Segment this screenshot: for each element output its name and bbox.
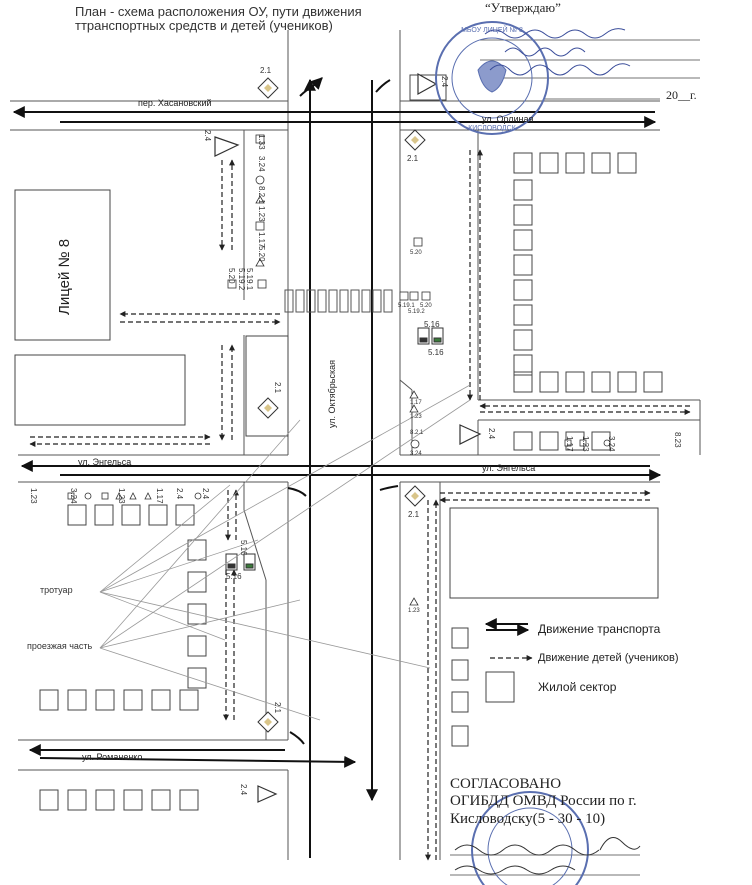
sign-caption: 3.24	[69, 488, 78, 504]
approval-handwriting	[485, 29, 630, 75]
sign-caption: 8.2.1	[257, 186, 266, 204]
sign-caption: 2.4	[175, 488, 184, 500]
agreement-line-2: ОГИБДД ОМВД России по г.	[450, 793, 637, 809]
sign-caption: 5.19.2	[408, 309, 425, 315]
sign-caption: 2.4	[440, 76, 449, 88]
sign-caption: 1.23	[581, 436, 590, 452]
sign-caption: 5.19.2	[237, 268, 246, 291]
street-engelsa-right: ул. Энгельса	[482, 463, 536, 473]
sign-caption: 1.17	[155, 488, 164, 504]
sign-caption: 2.4	[239, 784, 248, 796]
street-engelsa-left: ул. Энгельса	[78, 457, 132, 467]
sign-caption: 5.20	[257, 246, 266, 262]
sign-caption: 2.1	[407, 154, 419, 163]
sign-caption: 3.24	[257, 156, 266, 172]
legend-children: Движение детей (учеников)	[538, 652, 679, 664]
sign-caption: 1.17	[410, 400, 422, 406]
sign-caption: 1.23	[410, 414, 422, 420]
legend-housing: Жилой сектор	[538, 680, 617, 694]
street-oktyabrskaya: ул. Октябрьская	[327, 360, 337, 428]
sign-caption: 3.24	[410, 451, 422, 457]
legend-housing-square	[486, 672, 514, 702]
sign-caption: 5.16	[424, 320, 440, 329]
approval-year: 20__г.	[666, 88, 697, 102]
sign-caption: 5.20	[227, 268, 236, 284]
legend-transport: Движение транспорта	[538, 622, 661, 636]
legend-transport-arrows	[486, 624, 528, 630]
sign-caption: 5.16	[428, 348, 444, 357]
sign-caption: 2.1	[260, 66, 272, 75]
sign-caption: 1.17	[565, 436, 574, 452]
street-khasanovsky: пер. Хасановский	[138, 98, 212, 108]
sign-caption: 8.23	[673, 432, 682, 448]
agreement-handwriting	[455, 838, 640, 875]
street-orlinaya: ул. Орлиная	[482, 114, 534, 124]
sign-caption: 5.19.1	[245, 268, 254, 291]
sign-caption: 2.1	[408, 510, 420, 519]
street-romanenko: ул. Романенко	[82, 752, 143, 762]
sign-caption: 1.17	[257, 232, 266, 248]
sign-caption: 2.4	[203, 130, 212, 142]
title-line-1: План - схема расположения ОУ, пути движения	[75, 4, 362, 19]
sign-caption: 5.16	[226, 572, 242, 581]
sign-caption: 5.19.1	[398, 303, 415, 309]
transport-arrows	[14, 78, 660, 858]
sign-caption: 2.1	[273, 702, 282, 714]
agreement-line-1: СОГЛАСОВАНО	[450, 776, 562, 792]
svg-text:МБОУ ЛИЦЕЙ № 8: МБОУ ЛИЦЕЙ № 8	[461, 27, 523, 34]
sign-caption: 1.33	[257, 134, 266, 150]
sign-caption: 2.4	[487, 428, 496, 440]
label-sidewalk: тротуар	[40, 585, 73, 595]
sign-caption: 2.1	[273, 382, 282, 394]
sign-caption: 5.16	[239, 540, 248, 556]
school-label: Лицей № 8	[56, 238, 73, 315]
sign-caption: 2.4	[201, 488, 210, 500]
svg-text:КИСЛОВОДСК: КИСЛОВОДСК	[468, 125, 516, 132]
title-line-2: ттранспортных средств и детей (учеников)	[75, 18, 333, 33]
approval-lines	[450, 40, 700, 875]
sign-caption: 1.23	[408, 608, 420, 614]
sign-caption: 1.23	[117, 488, 126, 504]
sign-caption: 8.2.1	[410, 430, 424, 436]
pedestrian-crossing	[285, 290, 392, 312]
road-outlines	[10, 30, 700, 860]
sign-caption: 5.20	[410, 250, 422, 256]
sign-caption: 3.24	[607, 436, 616, 452]
approval-heading: “Утверждаю”	[485, 0, 561, 15]
sign-caption: 5.20	[420, 303, 432, 309]
sign-caption: 1.23	[29, 488, 38, 504]
sign-caption: 1.23	[257, 206, 266, 222]
agreement-line-3: Кисловодску(5 - 30 - 10)	[450, 811, 606, 827]
label-roadway: проезжая часть	[27, 641, 93, 651]
